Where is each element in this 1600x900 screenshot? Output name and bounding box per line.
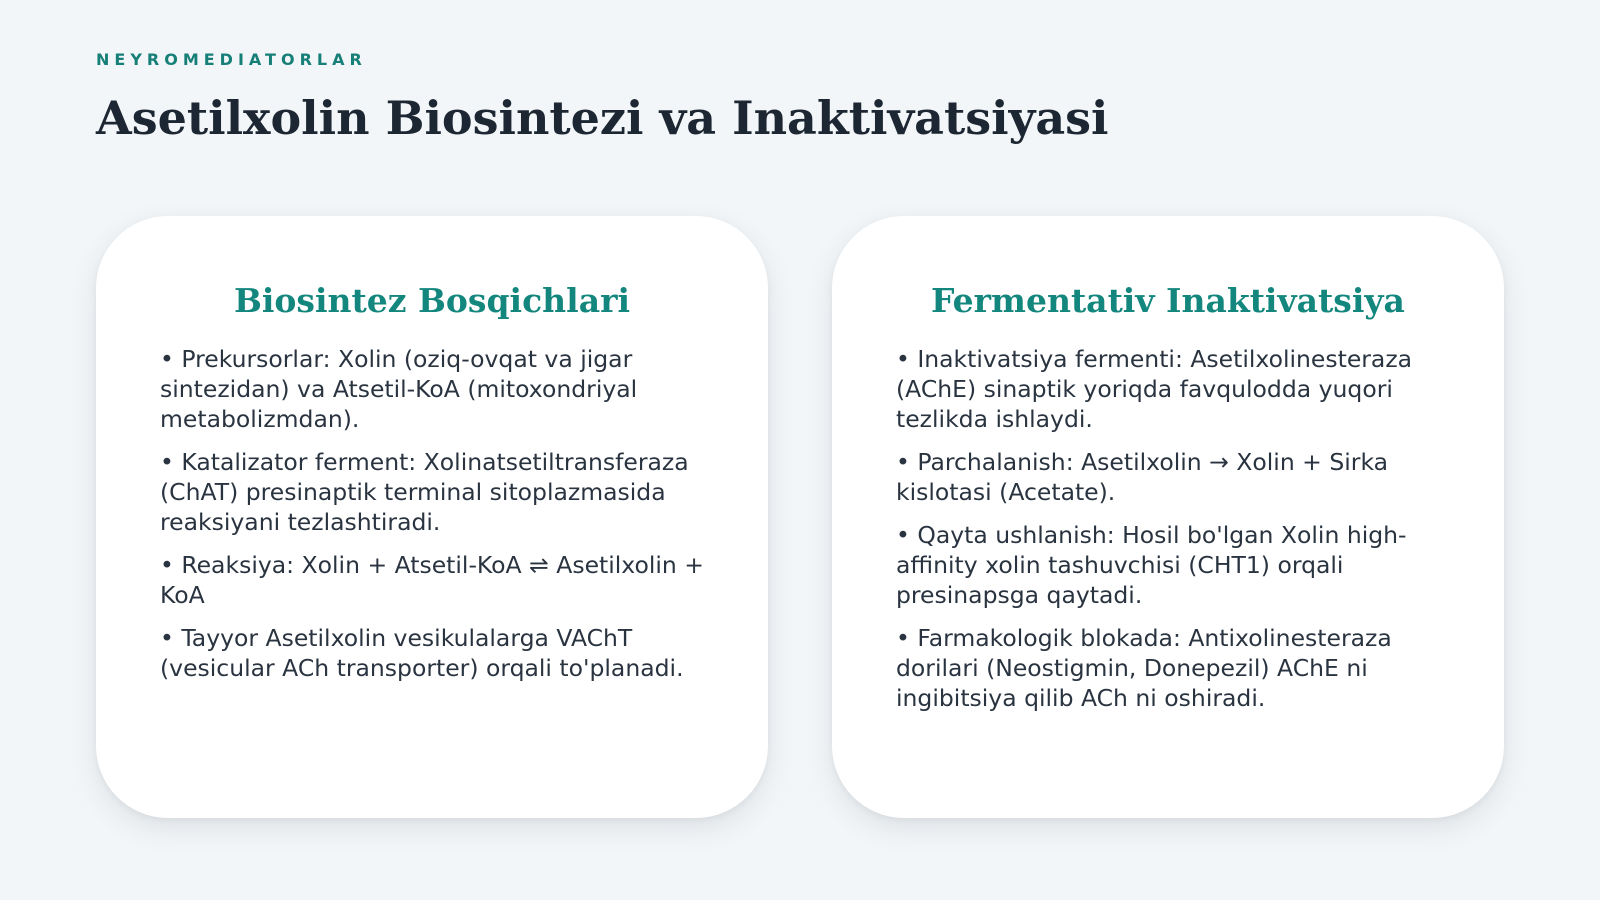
list-item: • Qayta ushlanish: Hosil bo'lgan Xolin high-affinity xolin tashuvchisi (CHT1) orqali presinapsga qaytadi. <box>896 521 1407 609</box>
list-item: • Parchalanish: Asetilxolin → Xolin + Sirka kislotasi (Acetate). <box>896 448 1389 506</box>
page-title: Asetilxolin Biosintezi va Inaktivatsiyasi <box>96 91 1109 145</box>
card-title: Biosintez Bosqichlari <box>233 281 631 320</box>
list-item: • Inaktivatsiya fermenti: Asetilxolinesteraza (AChE) sinaptik yoriqda favqulodda yuqori tezlikda ishlaydi. <box>896 345 1413 433</box>
card-biosynthesis <box>96 216 768 818</box>
card-inactivation <box>832 216 1504 818</box>
list-item: • Katalizator ferment: Xolinatsetiltransferaza (ChAT) presinaptik terminal sitoplazmasida reaksiyani tezlashtiradi. <box>160 448 689 536</box>
card-title: Fermentativ Inaktivatsiya <box>931 281 1405 320</box>
section-label: NEYROMEDIATORLAR <box>96 50 367 69</box>
list-item: • Prekursorlar: Xolin (oziq-ovqat va jigar sintezidan) va Atsetil-KoA (mitoxondriyal metabolizmdan). <box>160 345 638 433</box>
list-item: • Farmakologik blokada: Antixolinesteraza dorilari (Neostigmin, Donepezil) AChE ni ingibitsiya qilib ACh ni oshiradi. <box>896 624 1392 712</box>
list-item: • Reaksiya: Xolin + Atsetil-KoA ⇌ Asetilxolin + KoA <box>160 551 704 609</box>
bullet-list <box>896 344 1440 713</box>
list-item: • Tayyor Asetilxolin vesikulalarga VAChT (vesicular ACh transporter) orqali to'planadi. <box>160 624 684 682</box>
bullet-list <box>160 344 704 683</box>
